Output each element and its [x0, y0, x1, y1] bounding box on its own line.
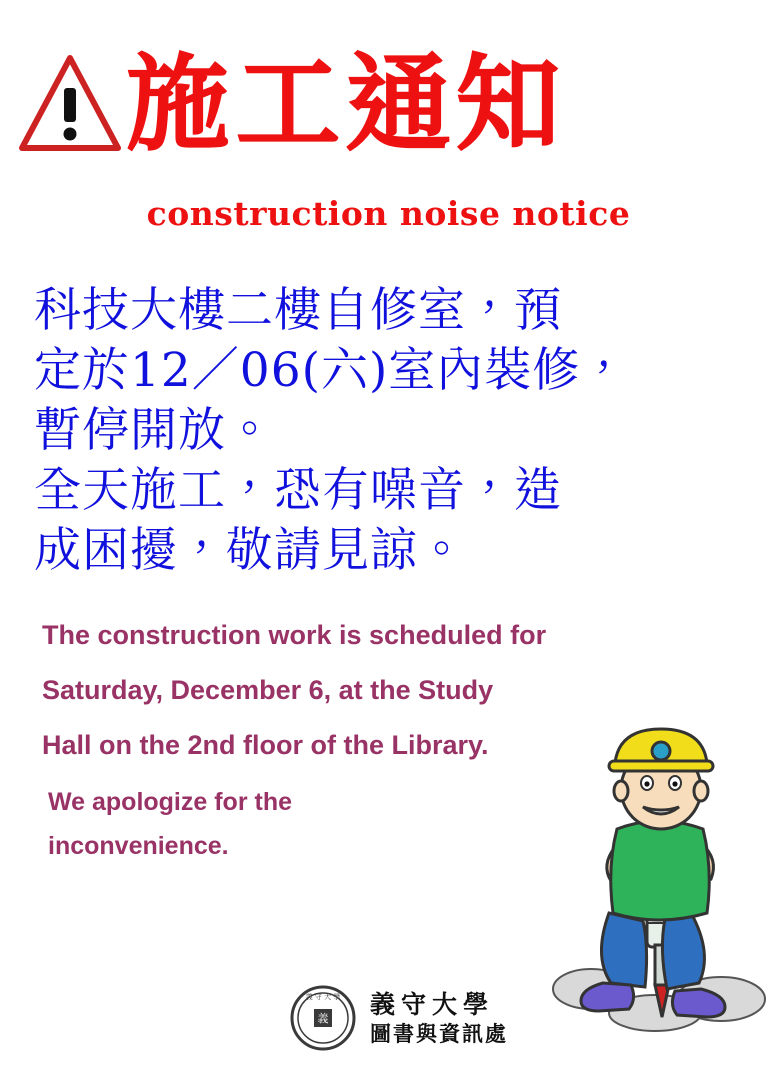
organization-department: 圖書與資訊處	[370, 1020, 508, 1046]
apology-line: inconvenience.	[48, 832, 229, 860]
notice-body-english-line: The construction work is scheduled for	[42, 620, 547, 650]
apology-text	[48, 780, 568, 868]
svg-text:義: 義	[317, 1012, 329, 1025]
notice-body-chinese-line: 科技大樓二樓自修室，預	[34, 283, 562, 338]
poster-header	[0, 34, 777, 174]
svg-text:義 守 大 學: 義 守 大 學	[305, 993, 341, 1001]
footer	[290, 985, 508, 1051]
notice-body-english-line: Saturday, December 6, at the Study	[42, 675, 494, 705]
notice-body-chinese-line: 全天施工，恐有噪音，造	[34, 463, 562, 518]
notice-body-chinese	[34, 281, 744, 581]
organization-info	[370, 989, 508, 1048]
page-title: 施工通知	[126, 42, 567, 165]
apology-line: We apologize for the	[48, 788, 292, 816]
construction-worker-illustration	[551, 717, 771, 1037]
notice-body-english-line: Hall on the 2nd floor of the Library.	[42, 730, 489, 760]
warning-triangle-icon	[18, 52, 122, 156]
university-seal-icon	[290, 985, 356, 1051]
organization-name: 義守大學	[370, 989, 495, 1019]
notice-body-chinese-line: 暫停開放。	[34, 403, 274, 458]
notice-body-chinese-line: 成困擾，敬請見諒。	[34, 523, 466, 578]
notice-body-chinese-line: 定於12／06(六)室內裝修，	[34, 343, 629, 398]
page-subtitle: construction noise notice	[146, 194, 631, 233]
